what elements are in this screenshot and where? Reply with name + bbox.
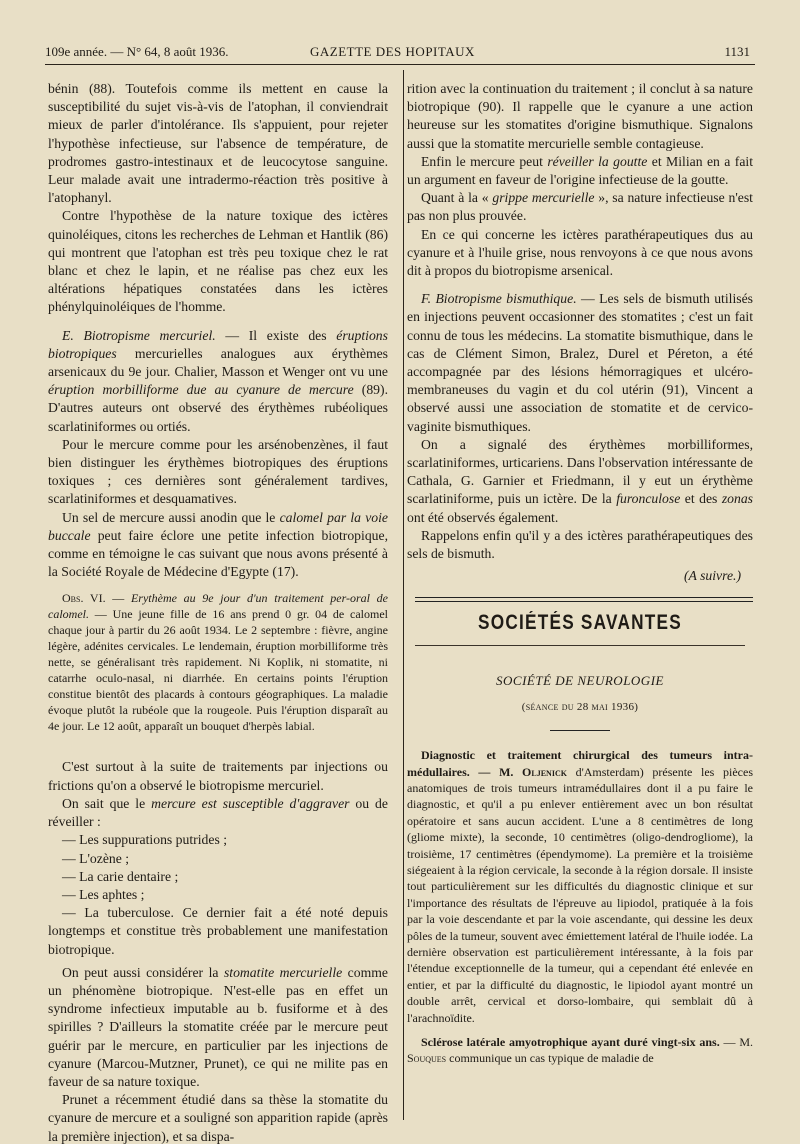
column-divider (403, 70, 404, 1120)
paragraph: On a signalé des érythèmes morbilliformes, scarlatiniformes, urticariens. Dans l'observation intéressante de Cathala, G. Garnier et Friedmann, il y eut un érythème scarlatiniforme, puis un ictère. De la furonculose et des zonas ont été observés également. (407, 436, 753, 525)
observation-block: Obs. VI. — Erythème au 9e jour d'un traitement per-oral de calomel. — Une jeune fille de 16 ans prend 0 gr. 04 de calomel chaque jour à partir du 26 août 1934. Le 2 septembre : fièvre, angine légère, adénites cervicales. Le lendemain, éruption morbilliforme très nette, se généralisant très rapidement. Ni Koplik, ni stomatite, ni catarrhe oculo-nasal, ni diarrhée. En certains points l'éruption constitue bientôt des placards à contours géographiques. La maladie évoque plutôt la rubéole que la rougeole. Puis l'éruption disparaît au 4e jour. Le 12 août, apparaît un bouquet d'herpès labial. (48, 591, 389, 734)
list (48, 831, 388, 904)
paragraph: Quant à la « grippe mercurielle », sa nature infectieuse n'est pas non plus prouvée. (407, 190, 753, 224)
paragraph: bénin (88). Toutefois comme ils mettent en cause la susceptibilité du sujet vis-à-vis de l'atophan, il conviendrait mieux de parler d'intolérance. Ils s'appuient, pour rejeter l'hypothèse infectieuse, sur l'absence de température, de prodromes gastro-intestinaux et de leucocytose sanguine. Leur malade avait une intradermo-réaction très positive à l'atophanyl. (48, 81, 388, 206)
paragraph: On peut aussi considérer la stomatite mercurielle comme un phénomène biotropique. N'est-elle pas en effet un syndrome infectieux imputable au b. fusiforme et à des spirilles ? D'ailleurs la stomatite créée par le mercure peut guérir par le mercure, en particulier par les injections de cyanure (Marcou-Mutzner, Prunet), ce qui ne milite pas en faveur de sa nature toxique. (48, 964, 388, 1089)
article-paragraph: Diagnostic et traitement chirurgical des tumeurs intra-médullaires. — M. Oljenick d'Amsterdam) présente les pièces anatomiques de trois tumeurs intramédullaires dont il a pu faire le diagnostic, et qu'il a pu enlever entièrement avec un bon résultat opératoire et sans aucun accident. L'une a 8 centimètres de long (gliome mixte), la seconde, 10 centimètres (oligo-dendrogliome), la troisième, 17 centimètres (épendymome). La première et la troisième siégeaient à la région cervicale, la seconde à la région dorsale. Il insiste tout particulièrement sur les difficultés du diagnostic clinique et sur l'importance des résultats de l'épreuve au lipiodol, pratiquée à la fois par la voie descendante et par la voie ascendante, qui dessine les deux pôles de la tumeur, souvent avec émiettement latéral de l'huile iodée. La dernière observation est particulièrement intéressante, à la fois par l'étendue exceptionnelle de la tumeur, qui a cependant été enlevée en entier, et par la difficulté du diagnostic, le lipiodol ayant montré un double arrêt, cervical et dorso-lombaire, qui semblait dû à l'arachnoïdite. (407, 748, 753, 1025)
list-item: — La carie dentaire ; (62, 868, 179, 884)
article-author: — M. Oljenick (469, 764, 567, 779)
paragraph: C'est surtout à la suite de traitements par injections ou frictions qu'on a observé le biotropisme mercuriel. (48, 759, 388, 793)
paragraph: Pour le mercure comme pour les arsénobenzènes, il faut bien distinguer les érythèmes biotropiques des éruptions toxiques ; ces dernières sont généralement tardives, scarlatiniformes et desquamatives. (48, 436, 388, 507)
to-be-continued: (A suivre.) (683, 568, 741, 584)
right-column (407, 80, 753, 1067)
article-title: Sclérose latérale amyotrophique ayant duré vingt-six ans. (421, 1035, 720, 1049)
section-e-heading: E. Biotropisme mercuriel. (62, 327, 216, 343)
article-title: Diagnostic et traitement chirurgical des tumeurs intra-médullaires. (407, 748, 753, 779)
paragraph: Contre l'hypothèse de la nature toxique des ictères quinoléiques, citons les recherches de Lehman et Hantlik (86) qui montrent que l'atophan est très peu toxique chez le rat blanc et chez le lapin, et ne réalise pas chez eux les altérations hépatiques constatées dans les ictères phénylquinoléiques de l'homme. (48, 208, 388, 315)
paragraph: Prunet a récemment étudié dans sa thèse la stomatite du cyanure de mercure et a souligné son apparition rapide (après la première injection), et sa dispa- (48, 1092, 388, 1144)
section-f-heading: F. Biotropisme bismuthique. (421, 291, 577, 307)
divider (550, 730, 610, 731)
paragraph: rition avec la continuation du traitement ; il conclut à sa nature biotropique (90). Il rappelle que le cyanure a une action heureuse sur les stomatites d'origine bismuthique. Signalons aussi que la stomatite mercurielle semble contagieuse. (407, 81, 753, 151)
list-item: — L'ozène ; (62, 850, 130, 866)
issue-info: 109e année. — N° 64, 8 août 1936. (45, 44, 229, 59)
section-title: SOCIÉTÉS SAVANTES (477, 611, 682, 635)
article-author: Souques (407, 1051, 447, 1066)
session-date: (séance du 28 mai 1936) (521, 700, 639, 713)
section-e-paragraph: E. Biotropisme mercuriel. — Il existe des éruptions biotropiques mercurielles analogues aux érythèmes arsenicaux du 9e jour. Chalier, Masson et Wenger ont vu une éruption morbilliforme due au cyanure de mercure (89). D'autres auteurs ont observé des érythèmes rubéoliques scarlatiniformes ou ortiés. (48, 327, 388, 434)
page-header (45, 44, 750, 64)
header-rule (45, 64, 755, 65)
paragraph: En ce qui concerne les ictères parathérapeutiques dus au cyanure et à l'huile grise, nous renvoyons à ce que nous avons dit à propos du biotropisme arsenical. (407, 226, 753, 279)
divider (415, 645, 745, 646)
paragraph: Enfin le mercure peut réveiller la goutte et Milian en a fait un argument en faveur de l'origine infectieuse de la goutte. (407, 153, 753, 188)
paragraph: Un sel de mercure aussi anodin que le calomel par la voie buccale peut faire éclore une petite infection biotropique, comme en témoigne le cas suivant que nous avons présenté à la Société Royale de Médecine d'Egypte (17). (48, 509, 388, 580)
section-rule (415, 597, 753, 602)
page-number: 1131 (724, 44, 750, 59)
paragraph: On sait que le mercure est susceptible d'aggraver ou de réveiller : (48, 795, 388, 830)
article-paragraph: Sclérose latérale amyotrophique ayant duré vingt-six ans. — M. Souques communique un cas typique de maladie de (407, 1035, 753, 1066)
list-item: — Les aphtes ; (62, 886, 145, 902)
left-column (48, 80, 388, 1144)
list-item: — Les suppurations putrides ; (62, 832, 227, 848)
paragraph: — La tuberculose. Ce dernier fait a été noté depuis longtemps et constitue très probablement une manifestation biotropique. (48, 905, 388, 957)
section-f-paragraph: F. Biotropisme bismuthique. — Les sels de bismuth utilisés en injections peuvent occasionner des stomatites ; c'est un fait connu de tous les médecins. La stomatite bismuthique, dans le cas de Clément Simon, Bralez, Durel et Péreton, a été accompagnée par des lésions hémorragiques et ulcéro-membraneuses du vagin et du col utérin (91), Vincent a observé aussi une association de stomatite et de cervico-vaginite bismuthiques. (407, 291, 753, 434)
society-name: SOCIÉTÉ DE NEUROLOGIE (496, 672, 664, 688)
paragraph: Rappelons enfin qu'il y a des ictères parathérapeutiques des sels de bismuth. (407, 527, 753, 562)
journal-title: GAZETTE DES HOPITAUX (310, 44, 475, 59)
